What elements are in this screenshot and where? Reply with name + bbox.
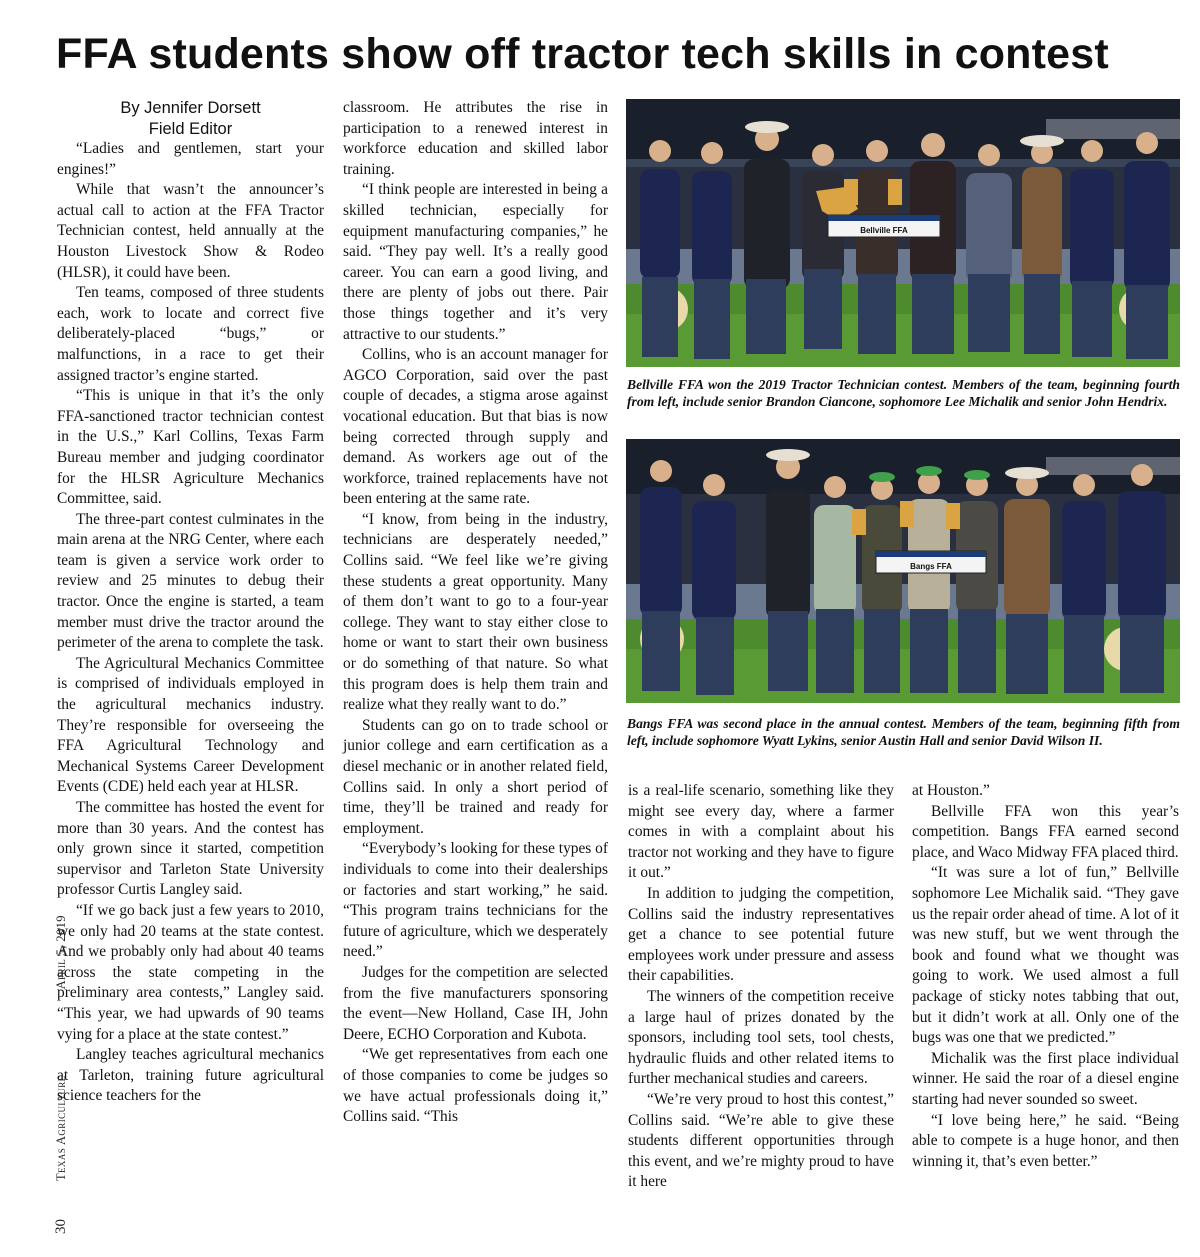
paragraph: “It was sure a lot of fun,” Bellville sophomore Lee Michalik said. “They gave us the repair order ahead of time. A lot of it was new stuff, but we went through the book and found what we thought was going to work. We used almost a full package of sticky notes tabbing that out, but it didn’t work at all. Only one of the bugs was one that we predicted.”	[912, 864, 1179, 1047]
paragraph-continued: at Houston.”	[912, 782, 990, 799]
article-column-4	[912, 781, 1179, 1172]
paragraph: “Everybody’s looking for these types of individuals to come into their dealerships or factories and start working,” he said. “This program trains technicians for the future of agriculture, which we desperately need.”	[343, 840, 608, 961]
paragraph: Ten teams, composed of three students each, work to locate and correct five deliberately-placed “bugs,” or malfunctions, in a race to get their assigned tractor’s engine started.	[57, 284, 324, 384]
banner-label: Bangs FFA	[910, 562, 952, 571]
paragraph: “I know, from being in the industry, technicians are desperately needed,” Collins said. “We feel like we’re giving these students a great opportunity. Many of them don’t want to go to a four-year college. They want to stay either close to home or want to start their own business or do something of that nature. So what this program does is help them train and realize what they really want to do.”	[343, 510, 608, 714]
issue-date: April 5, 2019	[54, 915, 68, 990]
paragraph: “If we go back just a few years to 2010, we only had 20 teams at the state contest. And we probably only had about 40 teams across the state competing in the preliminary area contests,” Langley said. “This year, we had upwards of 90 teams vying for a place at the state contest.”	[57, 901, 324, 1043]
paragraph: While that wasn’t the announcer’s actual call to action at the FFA Tractor Technician contest, held annually at the Houston Livestock Show & Rodeo (HLSR), it could have been.	[57, 181, 324, 281]
page-number: 30	[53, 1219, 69, 1234]
banner-label: Bellville FFA	[860, 226, 908, 235]
paragraph: The committee has hosted the event for more than 30 years. And the contest has only grown since it started, competition supervisor and Tarleton State University professor Curtis Langley said.	[57, 799, 324, 899]
paragraph: “I think people are interested in being a skilled technician, especially for equipment manufacturing companies,” he said. “They pay well. It’s a really good career. You can earn a good living, and there are plenty of jobs out there. Pair those things together and it’s very attractive to our students.”	[343, 181, 608, 343]
photo-caption: Bellville FFA won the 2019 Tractor Technician contest. Members of the team, beginning fourth from left, include senior Brandon Ciancone, sophomore Lee Michalik and senior John Hendrix.	[627, 377, 1180, 409]
photo-bellville-ffa	[626, 99, 1180, 367]
publication-name: Texas Agriculture	[54, 1075, 68, 1181]
article-column-1	[57, 98, 324, 1107]
paragraph: “This is unique in that it’s the only FFA-sanctioned tractor technician contest in the U.S.,” Karl Collins, Texas Farm Bureau member and judging coordinator for the HLSR Agriculture Mechanics Committee, said.	[57, 387, 324, 508]
paragraph: Bellville FFA won this year’s competition. Bangs FFA earned second place, and Waco Midway FFA placed third.	[912, 802, 1179, 861]
headline: FFA students show off tractor tech skills in contest	[56, 30, 1109, 78]
article-column-2	[343, 98, 608, 1128]
paragraph: In addition to judging the competition, Collins said the industry representatives get a chance to see potential future employees work under pressure and assess their capabilities.	[628, 884, 894, 985]
paragraph: Collins, who is an account manager for AGCO Corporation, said over the past couple of decades, a stigma arose against vocational education. But that bias is now being corrected through supply and demand. As workers age out of the workforce, trained replacements have not been entering at the same rate.	[343, 346, 608, 508]
page-folio	[52, 915, 70, 1234]
paragraph-continued: classroom. He attributes the rise in participation to a renewed interest in workforce education and skilled labor training.	[343, 99, 608, 178]
photo-caption: Bangs FFA was second place in the annual contest. Members of the team, beginning fifth from left, include sophomore Wyatt Lykins, senior Austin Hall and senior David Wilson II.	[627, 716, 1180, 748]
paragraph: Michalik was the first place individual winner. He said the roar of a diesel engine starting had never sounded so sweet.	[912, 1049, 1179, 1108]
paragraph: The Agricultural Mechanics Committee is comprised of individuals employed in the agricultural mechanics industry. They’re responsible for overseeing the FFA Agricultural Technology and Mechanical Systems Career Development Events (CDE) held each year at HLSR.	[57, 654, 324, 796]
paragraph: Students can go on to trade school or junior college and earn certification as a diesel mechanic or in another related field, Collins said. In only a short period of time, they’ll be trained and ready for employment.	[343, 716, 608, 837]
paragraph: “We get representatives from each one of those companies to come be judges so we have actual professionals doing it,” Collins said. “This	[343, 1046, 608, 1126]
byline-author: By Jennifer Dorsett	[120, 99, 261, 117]
paragraph: Judges for the competition are selected from the five manufacturers sponsoring the event—New Holland, Case IH, John Deere, ECHO Corporation and Kubota.	[343, 963, 608, 1043]
paragraph: “Ladies and gentlemen, start your engines!”	[57, 140, 324, 178]
article-column-3	[628, 781, 894, 1193]
paragraph: Langley teaches agricultural mechanics at Tarleton, training future agricultural science teachers for the	[57, 1046, 324, 1105]
paragraph: “I love being here,” he said. “Being able to compete is a huge honor, and then winning it, that’s even better.”	[912, 1111, 1179, 1170]
paragraph: “We’re very proud to host this contest,” Collins said. “We’re able to give these students different opportunities through this event, and we’re mighty proud to have it here	[628, 1090, 894, 1191]
paragraph: The three-part contest culminates in the main arena at the NRG Center, where each team is given a service work order to review and 25 minutes to debug their tractor. Once the engine is started, a team member must drive the tractor around the perimeter of the arena to complete the task.	[57, 510, 324, 652]
paragraph: The winners of the competition receive a large haul of prizes donated by the sponsors, including tool sets, tool chests, hydraulic fluids and other related items to further mechanical studies and careers.	[628, 987, 894, 1088]
photo-bangs-ffa	[626, 439, 1180, 703]
byline-title: Field Editor	[148, 119, 233, 138]
paragraph-continued: is a real-life scenario, something like they might see every day, where a farmer comes in with a complaint about his tractor not working and they have to figure it out.”	[628, 782, 894, 882]
